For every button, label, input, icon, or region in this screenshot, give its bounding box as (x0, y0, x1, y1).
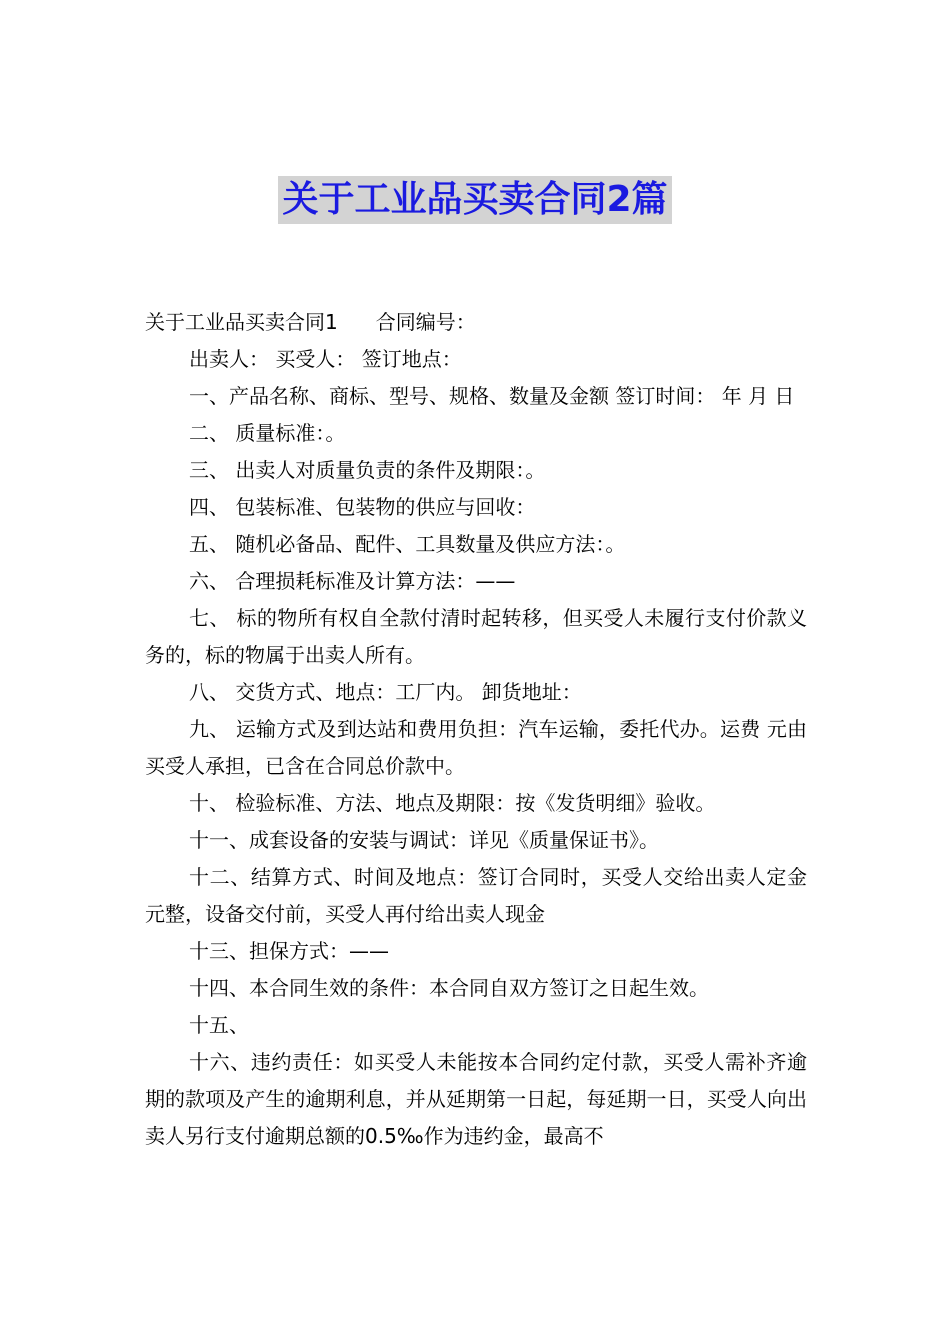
paragraph-15: 十五、 (189, 1013, 249, 1037)
paragraph-5: 五、 随机必备品、配件、工具数量及供应方法：。 (189, 532, 626, 556)
paragraph-1: 一、产品名称、商标、型号、规格、数量及金额 签订时间： 年 月 日 (189, 384, 795, 408)
paragraph-11: 十一、成套设备的安装与调试：详见《质量保证书》。 (189, 828, 659, 852)
paragraph-3: 三、 出卖人对质量负责的条件及期限：。 (189, 458, 546, 482)
contract-number-label: 合同编号： (375, 310, 476, 334)
paragraph-16: 十六、违约责任：如买受人未能按本合同约定付款，买受人需补齐逾期的款项及产生的逾期利息，并从延期第一日起，每延期一日，买受人向出卖人另行支付逾期总额的0.5‰作为违约金，最高不 (145, 1050, 807, 1148)
paragraph-2: 二、 质量标准：。 (189, 421, 346, 445)
document-body (145, 304, 807, 1155)
paragraph-7: 七、 标的物所有权自全款付清时起转移，但买受人未履行支付价款义务的，标的物属于出卖人所有。 (145, 606, 807, 667)
paragraph-8: 八、 交货方式、地点：工厂内。 卸货地址： (189, 680, 582, 704)
contract-heading: 关于工业品买卖合同1 (145, 310, 338, 334)
paragraph-9: 九、 运输方式及到达站和费用负担：汽车运输，委托代办。运费 元由买受人承担，已含在合同总价款中。 (145, 717, 807, 778)
heading-line (145, 304, 807, 341)
paragraph-14: 十四、本合同生效的条件：本合同自双方签订之日起生效。 (189, 976, 709, 1000)
paragraph-10: 十、 检验标准、方法、地点及期限：按《发货明细》验收。 (189, 791, 716, 815)
document-title: 关于工业品买卖合同2篇 (278, 176, 671, 224)
paragraph-6: 六、 合理损耗标准及计算方法：—— (189, 569, 516, 593)
paragraph-13: 十三、担保方式：—— (189, 939, 389, 963)
title-area (0, 176, 950, 224)
paragraph-12: 十二、结算方式、时间及地点：签订合同时，买受人交给出卖人定金 元整，设备交付前，买受人再付给出卖人现金 (145, 865, 807, 926)
paragraph-4: 四、 包装标准、包装物的供应与回收： (189, 495, 536, 519)
paragraph-parties: 出卖人： 买受人： 签订地点： (189, 347, 462, 371)
